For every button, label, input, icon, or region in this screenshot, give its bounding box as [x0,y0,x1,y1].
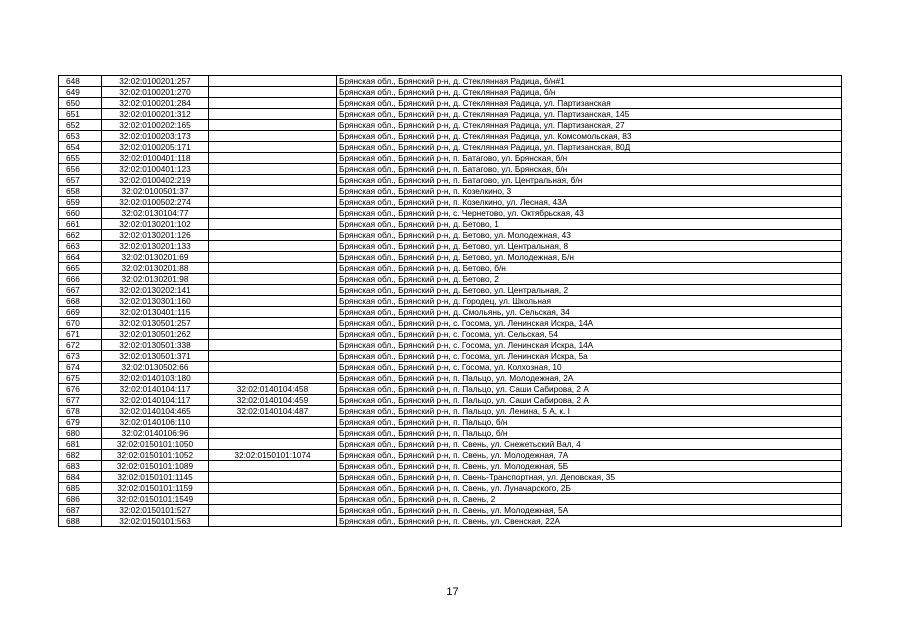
row-number-cell: 688 [59,516,102,527]
table-row [59,175,842,186]
row-number-cell: 659 [59,197,102,208]
related-cadastral-number-cell [209,186,337,197]
related-cadastral-number-cell [209,428,337,439]
row-number-cell: 652 [59,120,102,131]
row-number-cell: 649 [59,87,102,98]
cadastral-number-cell: 32:02:0100203:173 [102,131,209,142]
table-row [59,516,842,527]
address-cell: Брянская обл., Брянский р-н, п. Пальцо, ул. Саши Сабирова, 2 А [337,384,842,395]
table-row [59,494,842,505]
row-number-cell: 670 [59,318,102,329]
address-cell: Брянская обл., Брянский р-н, с. Чернетово, ул. Октябрьская, 43 [337,208,842,219]
related-cadastral-number-cell [209,483,337,494]
related-cadastral-number-cell [209,153,337,164]
row-number-cell: 663 [59,241,102,252]
related-cadastral-number-cell [209,87,337,98]
table-row [59,131,842,142]
table-row [59,461,842,472]
cadastral-number-cell: 32:02:0130201:133 [102,241,209,252]
cadastral-number-cell: 32:02:0130201:126 [102,230,209,241]
related-cadastral-number-cell [209,175,337,186]
table-row [59,164,842,175]
row-number-cell: 654 [59,142,102,153]
table-row [59,406,842,417]
table-row [59,395,842,406]
address-cell: Брянская обл., Брянский р-н, п. Свень-Транспортная, ул. Деповская, 35 [337,472,842,483]
cadastral-number-cell: 32:02:0100501:37 [102,186,209,197]
related-cadastral-number-cell [209,417,337,428]
related-cadastral-number-cell [209,340,337,351]
row-number-cell: 671 [59,329,102,340]
row-number-cell: 680 [59,428,102,439]
row-number-cell: 653 [59,131,102,142]
cadastral-number-cell: 32:02:0130201:98 [102,274,209,285]
address-cell: Брянская обл., Брянский р-н, д. Городец, ул. Школьная [337,296,842,307]
related-cadastral-number-cell [209,98,337,109]
related-cadastral-number-cell [209,351,337,362]
row-number-cell: 686 [59,494,102,505]
cadastral-number-cell: 32:02:0140103:180 [102,373,209,384]
address-cell: Брянская обл., Брянский р-н, с. Госома, ул. Ленинская Искра, 14А [337,318,842,329]
table-row [59,197,842,208]
table-row [59,241,842,252]
cadastral-number-cell: 32:02:0130201:102 [102,219,209,230]
table-row [59,120,842,131]
related-cadastral-number-cell [209,131,337,142]
row-number-cell: 673 [59,351,102,362]
address-cell: Брянская обл., Брянский р-н, п. Батагово, ул. Брянская, б/н [337,164,842,175]
row-number-cell: 667 [59,285,102,296]
address-cell: Брянская обл., Брянский р-н, п. Свень, ул. Молодежная, 5А [337,505,842,516]
table-row [59,428,842,439]
table-row [59,472,842,483]
cadastral-number-cell: 32:02:0150101:1159 [102,483,209,494]
cadastral-number-cell: 32:02:0130201:69 [102,252,209,263]
address-cell: Брянская обл., Брянский р-н, п. Свень, ул. Снежетьский Вал, 4 [337,439,842,450]
address-cell: Брянская обл., Брянский р-н, п. Козелкино, 3 [337,186,842,197]
table-row [59,219,842,230]
table-row [59,351,842,362]
related-cadastral-number-cell [209,197,337,208]
row-number-cell: 676 [59,384,102,395]
table-row [59,208,842,219]
registry-table-body [59,76,842,527]
related-cadastral-number-cell [209,263,337,274]
related-cadastral-number-cell [209,461,337,472]
related-cadastral-number-cell [209,439,337,450]
cadastral-number-cell: 32:02:0130301:160 [102,296,209,307]
table-row [59,285,842,296]
cadastral-number-cell: 32:02:0140106:96 [102,428,209,439]
row-number-cell: 672 [59,340,102,351]
related-cadastral-number-cell [209,373,337,384]
cadastral-number-cell: 32:02:0150101:1050 [102,439,209,450]
cadastral-number-cell: 32:02:0130401:115 [102,307,209,318]
cadastral-number-cell: 32:02:0130104:77 [102,208,209,219]
address-cell: Брянская обл., Брянский р-н, д. Бетово, 1 [337,219,842,230]
table-row [59,362,842,373]
table-row [59,109,842,120]
cadastral-number-cell: 32:02:0150101:1145 [102,472,209,483]
related-cadastral-number-cell [209,76,337,87]
cadastral-number-cell: 32:02:0150101:1549 [102,494,209,505]
address-cell: Брянская обл., Брянский р-н, д. Бетово, ул. Молодежная, 43 [337,230,842,241]
address-cell: Брянская обл., Брянский р-н, п. Пальцо, ул. Ленина, 5 А, к. I [337,406,842,417]
page-number: 17 [446,586,459,598]
table-row [59,252,842,263]
row-number-cell: 669 [59,307,102,318]
cadastral-number-cell: 32:02:0140104:117 [102,384,209,395]
table-row [59,318,842,329]
cadastral-number-cell: 32:02:0100402:219 [102,175,209,186]
row-number-cell: 677 [59,395,102,406]
related-cadastral-number-cell: 32:02:0140104:459 [209,395,337,406]
cadastral-number-cell: 32:02:0100202:165 [102,120,209,131]
related-cadastral-number-cell [209,296,337,307]
row-number-cell: 675 [59,373,102,384]
address-cell: Брянская обл., Брянский р-н, д. Стеклянная Радица, ул. Партизанская, 80Д [337,142,842,153]
address-cell: Брянская обл., Брянский р-н, д. Бетово, ул. Молодежная, Б/н [337,252,842,263]
cadastral-number-cell: 32:02:0130501:257 [102,318,209,329]
related-cadastral-number-cell [209,505,337,516]
table-row [59,505,842,516]
address-cell: Брянская обл., Брянский р-н, п. Свень, ул. Молодежная, 7А [337,450,842,461]
row-number-cell: 658 [59,186,102,197]
related-cadastral-number-cell [209,219,337,230]
related-cadastral-number-cell [209,329,337,340]
row-number-cell: 660 [59,208,102,219]
row-number-cell: 655 [59,153,102,164]
table-row [59,483,842,494]
related-cadastral-number-cell [209,120,337,131]
row-number-cell: 662 [59,230,102,241]
cadastral-number-cell: 32:02:0100401:118 [102,153,209,164]
related-cadastral-number-cell [209,362,337,373]
related-cadastral-number-cell [209,208,337,219]
address-cell: Брянская обл., Брянский р-н, д. Бетово, ул. Центральная, 2 [337,285,842,296]
table-row [59,186,842,197]
cadastral-number-cell: 32:02:0100201:270 [102,87,209,98]
address-cell: Брянская обл., Брянский р-н, п. Свень, ул. Луначарского, 2Б [337,483,842,494]
related-cadastral-number-cell: 32:02:0140104:487 [209,406,337,417]
address-cell: Брянская обл., Брянский р-н, д. Стеклянная Радица, ул. Партизанская, 27 [337,120,842,131]
address-cell: Брянская обл., Брянский р-н, с. Госома, ул. Сельская, 54 [337,329,842,340]
cadastral-number-cell: 32:02:0100205:171 [102,142,209,153]
related-cadastral-number-cell [209,252,337,263]
related-cadastral-number-cell [209,274,337,285]
cadastral-number-cell: 32:02:0150101:1052 [102,450,209,461]
cadastral-number-cell: 32:02:0150101:527 [102,505,209,516]
related-cadastral-number-cell [209,142,337,153]
related-cadastral-number-cell [209,285,337,296]
row-number-cell: 679 [59,417,102,428]
address-cell: Брянская обл., Брянский р-н, д. Бетово, 2 [337,274,842,285]
table-row [59,417,842,428]
cadastral-number-cell: 32:02:0140104:465 [102,406,209,417]
address-cell: Брянская обл., Брянский р-н, д. Стеклянная Радица, ул. Партизанская, 145 [337,109,842,120]
related-cadastral-number-cell [209,109,337,120]
table-row [59,263,842,274]
table-row [59,340,842,351]
address-cell: Брянская обл., Брянский р-н, п. Батагово, ул. Брянская, б/н [337,153,842,164]
registry-table [58,75,842,527]
row-number-cell: 651 [59,109,102,120]
related-cadastral-number-cell [209,307,337,318]
cadastral-number-cell: 32:02:0130501:371 [102,351,209,362]
address-cell: Брянская обл., Брянский р-н, д. Бетово, б/н [337,263,842,274]
cadastral-number-cell: 32:02:0100201:257 [102,76,209,87]
row-number-cell: 666 [59,274,102,285]
table-row [59,274,842,285]
row-number-cell: 668 [59,296,102,307]
cadastral-number-cell: 32:02:0150101:563 [102,516,209,527]
related-cadastral-number-cell [209,230,337,241]
address-cell: Брянская обл., Брянский р-н, п. Свень, 2 [337,494,842,505]
address-cell: Брянская обл., Брянский р-н, д. Стеклянная Радица, ул. Партизанская [337,98,842,109]
cadastral-number-cell: 32:02:0140104:117 [102,395,209,406]
table-row [59,230,842,241]
table-row [59,439,842,450]
cadastral-number-cell: 32:02:0130501:338 [102,340,209,351]
address-cell: Брянская обл., Брянский р-н, д. Смольянь, ул. Сельская, 34 [337,307,842,318]
cadastral-number-cell: 32:02:0100401:123 [102,164,209,175]
row-number-cell: 682 [59,450,102,461]
table-row [59,329,842,340]
row-number-cell: 648 [59,76,102,87]
related-cadastral-number-cell [209,241,337,252]
row-number-cell: 674 [59,362,102,373]
table-row [59,153,842,164]
row-number-cell: 678 [59,406,102,417]
address-cell: Брянская обл., Брянский р-н, д. Стеклянная Радица, ул. Комсомольская, 83 [337,131,842,142]
row-number-cell: 657 [59,175,102,186]
address-cell: Брянская обл., Брянский р-н, п. Пальцо, б/н [337,428,842,439]
row-number-cell: 683 [59,461,102,472]
cadastral-number-cell: 32:02:0130501:262 [102,329,209,340]
cadastral-number-cell: 32:02:0130201:88 [102,263,209,274]
table-row [59,384,842,395]
row-number-cell: 687 [59,505,102,516]
cadastral-number-cell: 32:02:0100201:284 [102,98,209,109]
cadastral-number-cell: 32:02:0130202:141 [102,285,209,296]
address-cell: Брянская обл., Брянский р-н, п. Свень, ул. Свенская, 22А [337,516,842,527]
address-cell: Брянская обл., Брянский р-н, д. Стеклянная Радица, б/н#1 [337,76,842,87]
table-row [59,142,842,153]
related-cadastral-number-cell [209,164,337,175]
address-cell: Брянская обл., Брянский р-н, с. Госома, ул. Ленинская Искра, 5а [337,351,842,362]
related-cadastral-number-cell [209,472,337,483]
row-number-cell: 650 [59,98,102,109]
address-cell: Брянская обл., Брянский р-н, п. Батагово, ул. Центральная, б/н [337,175,842,186]
row-number-cell: 681 [59,439,102,450]
cadastral-number-cell: 32:02:0100502:274 [102,197,209,208]
row-number-cell: 664 [59,252,102,263]
cadastral-number-cell: 32:02:0150101:1089 [102,461,209,472]
related-cadastral-number-cell: 32:02:0140104:458 [209,384,337,395]
related-cadastral-number-cell [209,318,337,329]
address-cell: Брянская обл., Брянский р-н, с. Госома, ул. Ленинская Искра, 14А [337,340,842,351]
cadastral-number-cell: 32:02:0140106:110 [102,417,209,428]
row-number-cell: 656 [59,164,102,175]
related-cadastral-number-cell: 32:02:0150101:1074 [209,450,337,461]
table-row [59,98,842,109]
address-cell: Брянская обл., Брянский р-н, с. Госома, ул. Колхозная, 10 [337,362,842,373]
address-cell: Брянская обл., Брянский р-н, п. Козелкино, ул. Лесная, 43А [337,197,842,208]
address-cell: Брянская обл., Брянский р-н, п. Свень, ул. Молодежная, 5Б [337,461,842,472]
row-number-cell: 684 [59,472,102,483]
address-cell: Брянская обл., Брянский р-н, д. Стеклянная Радица, б/н [337,87,842,98]
table-row [59,76,842,87]
address-cell: Брянская обл., Брянский р-н, п. Пальцо, ул. Саши Сабирова, 2 А [337,395,842,406]
related-cadastral-number-cell [209,494,337,505]
table-row [59,450,842,461]
row-number-cell: 685 [59,483,102,494]
table-row [59,307,842,318]
table-row [59,373,842,384]
address-cell: Брянская обл., Брянский р-н, п. Пальцо, б/н [337,417,842,428]
table-row [59,296,842,307]
row-number-cell: 661 [59,219,102,230]
related-cadastral-number-cell [209,516,337,527]
cadastral-number-cell: 32:02:0130502:66 [102,362,209,373]
cadastral-number-cell: 32:02:0100201:312 [102,109,209,120]
address-cell: Брянская обл., Брянский р-н, п. Пальцо, ул. Молодежная, 2А [337,373,842,384]
table-row [59,87,842,98]
address-cell: Брянская обл., Брянский р-н, д. Бетово, ул. Центральная, 8 [337,241,842,252]
row-number-cell: 665 [59,263,102,274]
